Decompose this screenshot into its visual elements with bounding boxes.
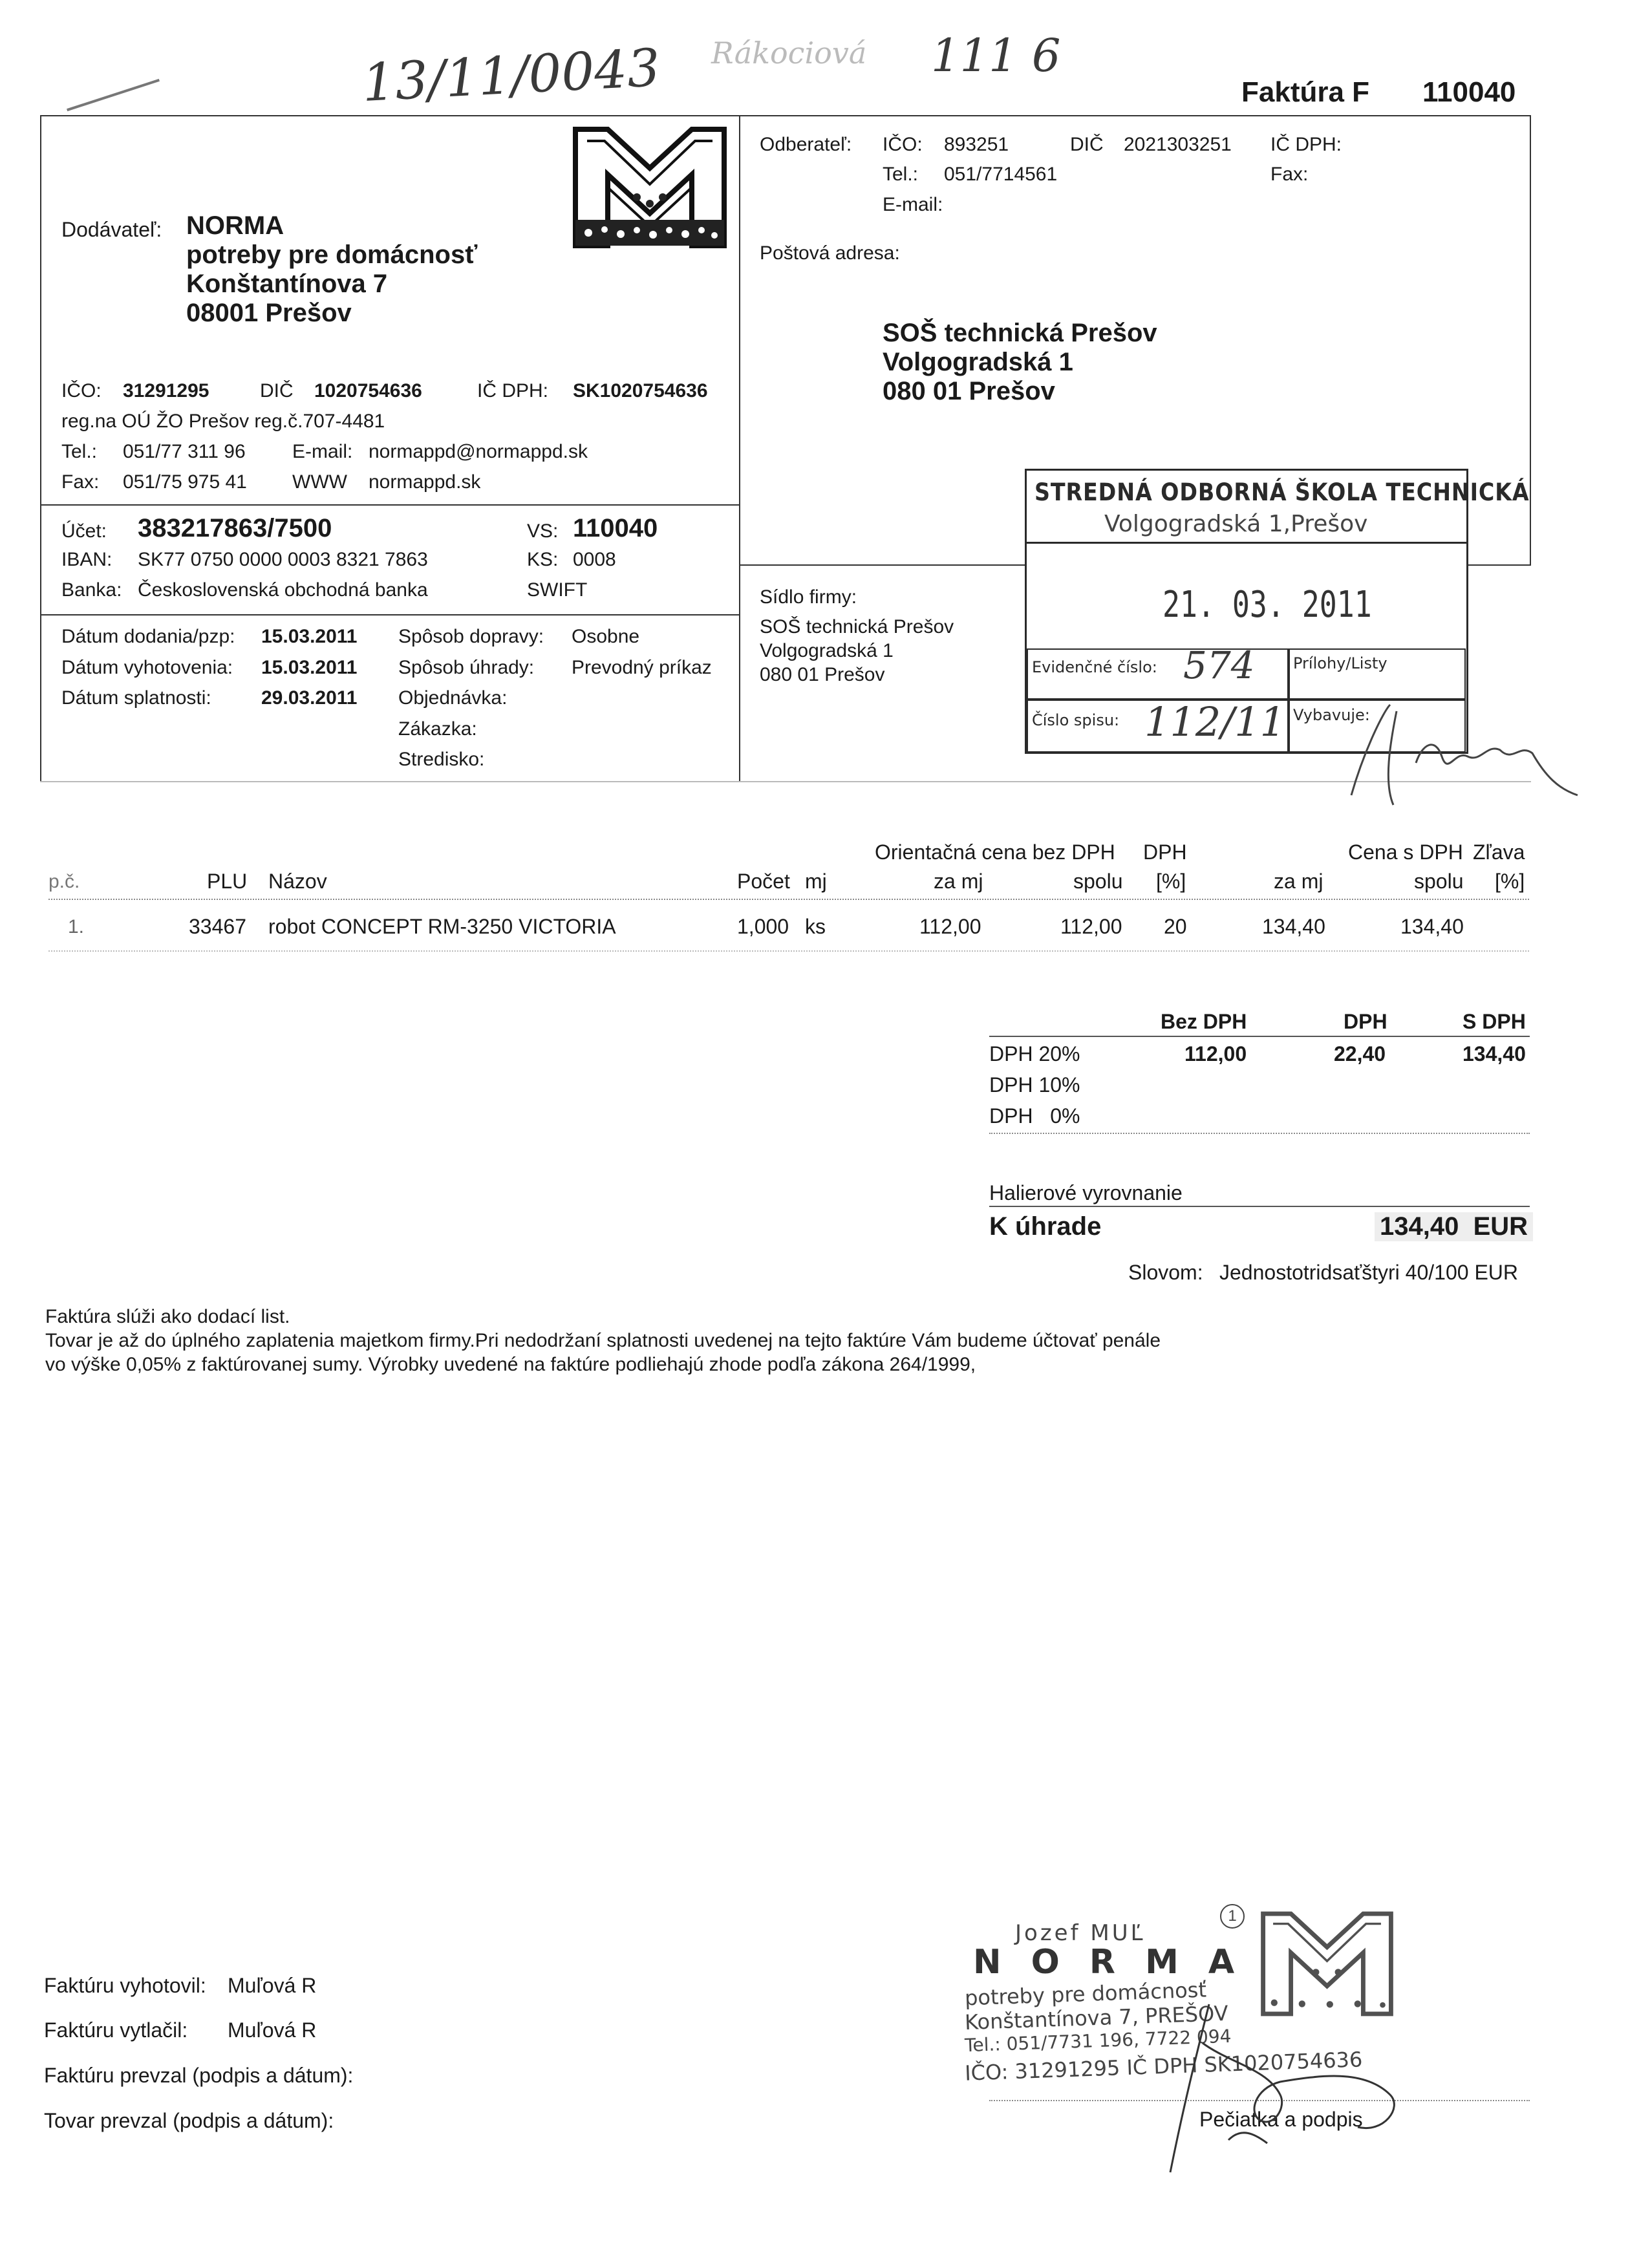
due-date: 29.03.2011 [261, 687, 358, 709]
supplier-label: Dodávateľ: [61, 218, 162, 241]
customer-label: Odberateľ: [760, 134, 852, 155]
col-quantity: Počet [737, 870, 790, 893]
supplier-ico: 31291295 [123, 380, 209, 401]
invoice-number: 110040 [1422, 76, 1516, 108]
bank-name: Československá obchodná banka [138, 579, 428, 601]
goods-received-label: Tovar prevzal (podpis a dátum): [44, 2109, 334, 2132]
supplier-bank-divider [40, 504, 740, 506]
company-stamp-owner: Jozef MUĽ [1015, 1920, 1146, 1946]
note-ownership: Tovar je až do úplného zaplatenia majetkom firmy.Pri nedodržaní splatnosti uvedenej na tejto faktúre Vám budeme účtovať penále [45, 1330, 1161, 1351]
vat-10-label: DPH 10% [989, 1073, 1080, 1097]
supplier-tel: 051/77 311 96 [123, 441, 246, 462]
customer-email-label: E-mail: [883, 194, 943, 215]
pen-stroke [67, 79, 160, 111]
stamp-school-name: STREDNÁ ODBORNÁ ŠKOLA TECHNICKÁ [1034, 478, 1530, 506]
ks-label: KS: [527, 549, 559, 570]
row-unit-price: 112,00 [919, 915, 981, 938]
stamp-ev-number: 574 [1183, 643, 1255, 687]
amount-due-value: 134,40 EUR [1375, 1212, 1533, 1241]
seat-label: Sídlo firmy: [760, 586, 857, 608]
row-pc: 1. [68, 916, 85, 937]
payment-method-label: Spôsob úhrady: [398, 657, 535, 678]
supplier-icdph: SK1020754636 [573, 380, 708, 401]
supplier-tel-label: Tel.: [61, 441, 98, 462]
total-separator [989, 1206, 1530, 1207]
bank-label: Banka: [61, 579, 122, 601]
vat-0-label: DPH 0% [989, 1104, 1080, 1128]
issued-by-label: Faktúru vyhotovil: [44, 1974, 206, 1997]
swift-label: SWIFT [527, 579, 588, 601]
stamp-file-label: Číslo spisu: [1032, 711, 1120, 729]
supplier-www-label: WWW [292, 471, 347, 493]
stamp-file-number: 112/11 [1144, 698, 1286, 745]
row-name: robot CONCEPT RM-3250 VICTORIA [268, 915, 616, 938]
group-price-with-vat: Cena s DPH [1348, 840, 1463, 864]
vat-head-vat: DPH [1344, 1010, 1388, 1033]
customer-address-street: Volgogradská 1 [883, 348, 1073, 376]
norma-logo-icon [569, 123, 731, 252]
postal-address-label: Poštová adresa: [760, 242, 900, 264]
customer-tel-label: Tel.: [883, 164, 919, 185]
director-signature-icon [1151, 1978, 1422, 2185]
company-stamp-phone: Tel.: 051/7731 196, 7722 094 [964, 2025, 1232, 2057]
col-total-vat: spolu [1414, 870, 1464, 893]
stamp-divider [1027, 542, 1466, 544]
supplier-name: NORMA [186, 211, 284, 240]
supplier-ico-label: IČO: [61, 380, 102, 401]
note-delivery: Faktúra slúži ako dodací list. [45, 1306, 290, 1327]
vat-head-with: S DPH [1462, 1010, 1526, 1033]
rounding-label: Halierové vyrovnanie [989, 1181, 1183, 1204]
header-center-divider [739, 115, 740, 782]
customer-dic-label: DIČ [1070, 134, 1104, 155]
delivery-date: 15.03.2011 [261, 626, 358, 647]
customer-dic: 2021303251 [1124, 134, 1232, 155]
amount-due-label: K úhrade [989, 1212, 1102, 1241]
supplier-street: Konštantínova 7 [186, 270, 388, 298]
due-date-label: Dátum splatnosti: [61, 687, 211, 709]
col-total: spolu [1073, 870, 1123, 893]
payment-method-value: Prevodný príkaz [572, 657, 712, 678]
customer-ico-label: IČO: [883, 134, 923, 155]
col-pc: p.č. [48, 871, 80, 892]
account-label: Účet: [61, 520, 107, 542]
issued-by-value: Muľová R [228, 1974, 317, 1997]
handwritten-registry-number: 13/11/0043 [360, 37, 662, 114]
invoice-title: Faktúra F [1241, 76, 1370, 108]
stamp-school-address: Volgogradská 1,Prešov [1104, 511, 1368, 537]
row-vat-pct: 20 [1164, 915, 1187, 938]
header-bottom-border [40, 781, 1531, 782]
supplier-email: normappd@normappd.sk [369, 441, 588, 462]
customer-ico: 893251 [944, 134, 1009, 155]
stamp-attachments-label: Prílohy/Listy [1293, 654, 1388, 672]
stamp-and-signature-label: Pečiatka a podpis [1199, 2108, 1363, 2131]
iban-value: SK77 0750 0000 0003 8321 7863 [138, 549, 428, 570]
iban-label: IBAN: [61, 549, 112, 570]
header-right-border [1530, 115, 1531, 564]
customer-tel: 051/7714561 [944, 164, 1058, 185]
supplier-dic-label: DIČ [260, 380, 294, 401]
customer-fax-label: Fax: [1270, 164, 1309, 185]
col-name: Názov [268, 870, 327, 893]
account-number: 383217863/7500 [138, 514, 332, 542]
transport-value: Osobne [572, 626, 640, 647]
col-discount-pct: [%] [1495, 870, 1525, 893]
vat-summary-separator [989, 1133, 1530, 1134]
col-unit: mj [805, 870, 827, 893]
stamp-handler-label: Vybavuje: [1293, 706, 1370, 724]
company-stamp-number: 1 [1220, 1904, 1245, 1929]
handwritten-reference: 111 6 [931, 29, 1061, 82]
col-unit-price-vat: za mj [1274, 870, 1323, 893]
seat-city: 080 01 Prešov [760, 664, 885, 685]
supplier-dic: 1020754636 [314, 380, 422, 401]
company-stamp-tagline: potreby pre domácnosť [964, 1977, 1207, 2011]
row-plu: 33467 [189, 915, 246, 938]
seat-name: SOŠ technická Prešov [760, 616, 954, 637]
group-discount: Zľava [1473, 840, 1525, 864]
supplier-fax: 051/75 975 41 [123, 471, 247, 493]
cost-center-label: Stredisko: [398, 749, 485, 770]
company-stamp-brand: N O R M A [973, 1943, 1244, 1982]
supplier-email-label: E-mail: [292, 441, 353, 462]
customer-address-name: SOŠ technická Prešov [883, 319, 1157, 347]
customer-address-city: 080 01 Prešov [883, 377, 1055, 405]
handler-signature-icon [1325, 685, 1597, 815]
ks-value: 0008 [573, 549, 616, 570]
group-vat: DPH [1143, 840, 1187, 864]
header-left-border [40, 115, 41, 782]
handwritten-name-faint: Rákociová [711, 36, 867, 70]
printed-by-label: Faktúru vytlačil: [44, 2018, 188, 2042]
vat-20-with: 134,40 [1462, 1042, 1526, 1065]
row-quantity: 1,000 [737, 915, 789, 938]
row-unit-price-vat: 134,40 [1262, 915, 1325, 938]
group-price-without-vat: Orientačná cena bez DPH [875, 840, 1115, 864]
transport-label: Spôsob dopravy: [398, 626, 544, 647]
vs-label: VS: [527, 520, 559, 542]
order-label: Objednávka: [398, 687, 508, 709]
customer-icdph-label: IČ DPH: [1270, 134, 1342, 155]
issue-date: 15.03.2011 [261, 657, 358, 678]
in-words-label: Slovom: [1128, 1261, 1203, 1284]
vs-value: 110040 [573, 514, 658, 542]
supplier-fax-label: Fax: [61, 471, 100, 493]
col-unit-price: za mj [934, 870, 983, 893]
note-penalty: vo výške 0,05% z faktúrovanej sumy. Výrobky uvedené na faktúre podliehajú zhode podľa zákona 264/1999, [45, 1354, 976, 1375]
supplier-tagline: potreby pre domácnosť [186, 241, 478, 269]
row-total-vat: 134,40 [1400, 915, 1464, 938]
table-row-separator [48, 950, 1529, 952]
invoice-received-label: Faktúru prevzal (podpis a dátum): [44, 2064, 354, 2087]
col-vat-pct: [%] [1156, 870, 1186, 893]
contract-label: Zákazka: [398, 718, 477, 740]
seat-street: Volgogradská 1 [760, 640, 894, 661]
vat-20-vat: 22,40 [1334, 1042, 1386, 1065]
issue-date-label: Dátum vyhotovenia: [61, 657, 233, 678]
row-unit: ks [805, 915, 826, 938]
stamp-received-date: 21. 03. 2011 [1162, 584, 1372, 626]
supplier-icdph-label: IČ DPH: [477, 380, 549, 401]
vat-head-without: Bez DPH [1161, 1010, 1247, 1033]
printed-by-value: Muľová R [228, 2018, 317, 2042]
stamp-ev-label: Evidenčné číslo: [1032, 658, 1157, 676]
table-header-separator [48, 899, 1529, 900]
vat-20-label: DPH 20% [989, 1042, 1080, 1065]
supplier-www: normappd.sk [369, 471, 481, 493]
vat-20-without: 112,00 [1184, 1042, 1247, 1065]
header-top-border [40, 115, 1531, 116]
delivery-date-label: Dátum dodania/pzp: [61, 626, 235, 647]
in-words-value: Jednostotridsaťštyri 40/100 EUR [1219, 1261, 1518, 1284]
supplier-registration: reg.na OÚ ŽO Prešov reg.č.707-4481 [61, 411, 385, 432]
bank-dates-divider [40, 614, 740, 615]
company-stamp-ids: IČO: 31291295 IČ DPH SK1020754636 [964, 2047, 1363, 2086]
company-stamp-address: Konštantínova 7, PREŠOV [964, 2000, 1229, 2035]
supplier-city: 08001 Prešov [186, 299, 352, 327]
vat-head-separator [989, 1036, 1530, 1037]
col-plu: PLU [207, 870, 248, 893]
row-total: 112,00 [1060, 915, 1122, 938]
